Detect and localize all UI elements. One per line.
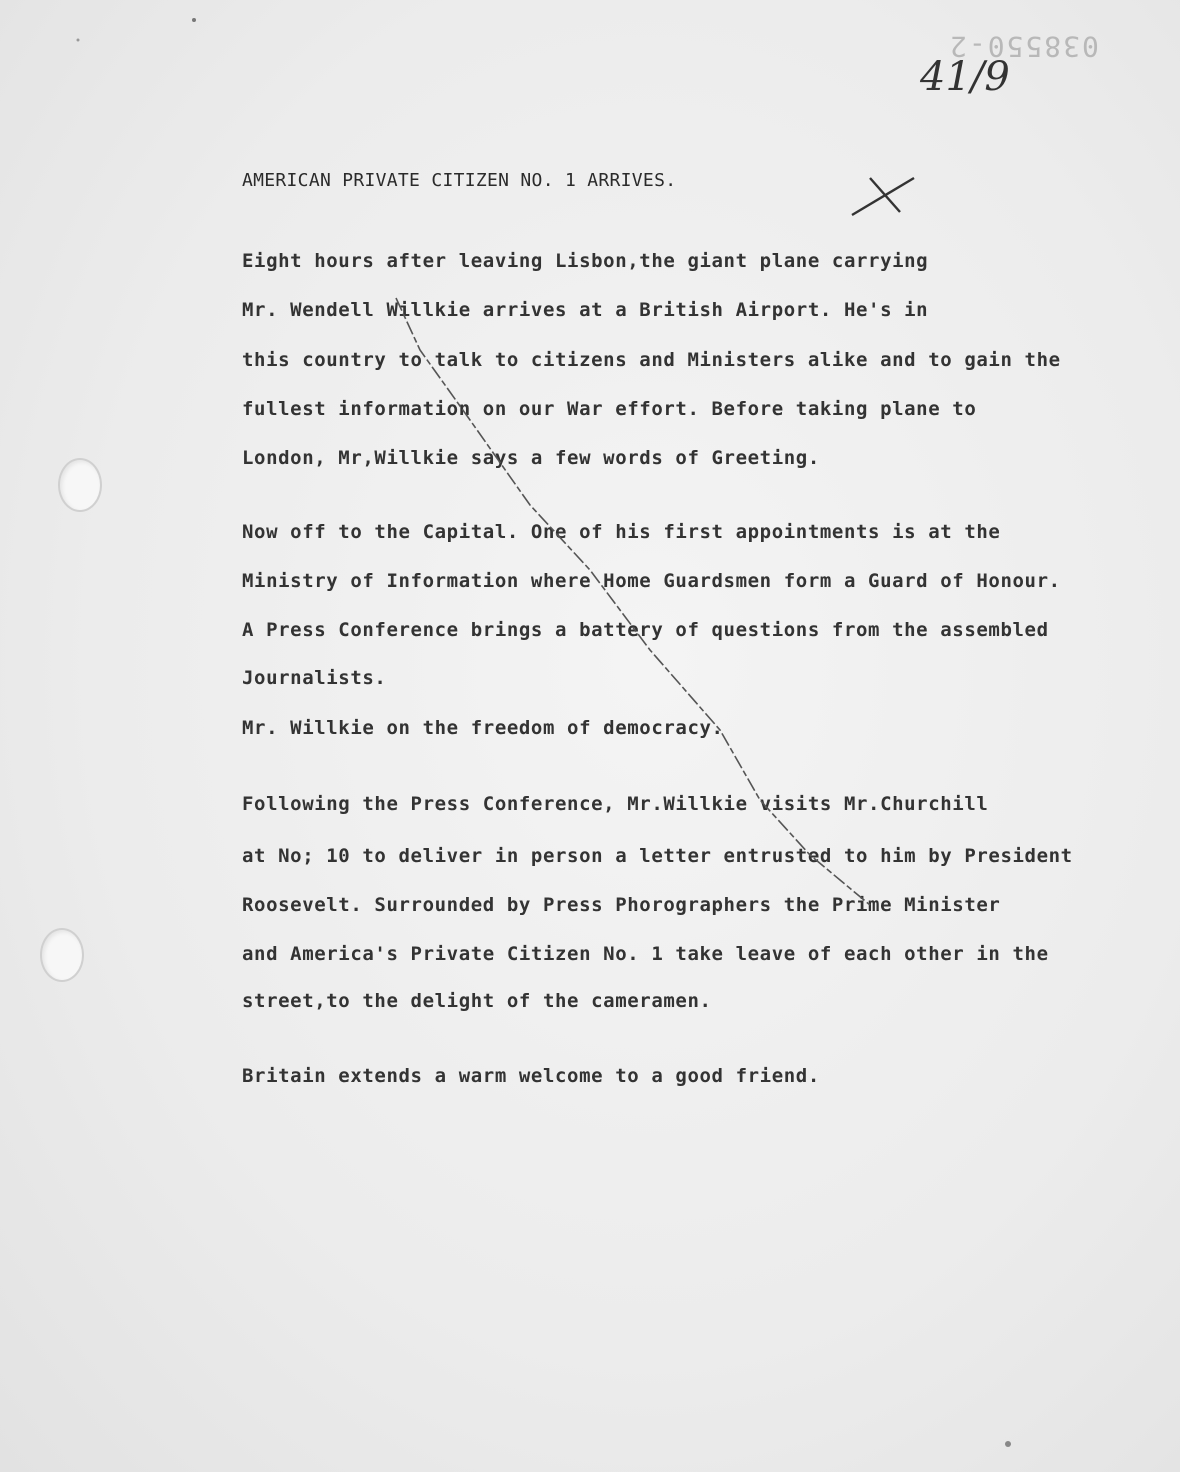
body-line: Eight hours after leaving Lisbon,the giant plane carrying <box>242 250 929 272</box>
body-line: fullest information on our War effort. Before taking plane to <box>242 398 977 420</box>
body-line: at No; 10 to deliver in person a letter entrusted to him by President <box>242 845 1073 867</box>
body-line: Journalists. <box>242 667 387 689</box>
body-line: street,to the delight of the cameramen. <box>242 990 712 1012</box>
body-line: Ministry of Information where Home Guardsmen form a Guard of Honour. <box>242 570 1061 592</box>
body-line: Britain extends a warm welcome to a good friend. <box>242 1065 820 1087</box>
document-title: AMERICAN PRIVATE CITIZEN NO. 1 ARRIVES. <box>242 170 677 191</box>
speck <box>77 39 80 42</box>
cross-mark-stroke-2 <box>870 178 900 212</box>
body-line: this country to talk to citizens and Ministers alike and to gain the <box>242 349 1061 371</box>
speck <box>192 18 196 22</box>
body-line: and America's Private Citizen No. 1 take leave of each other in the <box>242 943 1049 965</box>
body-line: Following the Press Conference, Mr.Willkie visits Mr.Churchill <box>242 793 989 815</box>
body-line: Mr. Wendell Willkie arrives at a British Airport. He's in <box>242 299 929 321</box>
body-line: A Press Conference brings a battery of questions from the assembled <box>242 619 1049 641</box>
serial-number: 038550-2 <box>948 30 1099 63</box>
body-line: Roosevelt. Surrounded by Press Phorographers the Prime Minister <box>242 894 1001 916</box>
body-line: Now off to the Capital. One of his first appointments is at the <box>242 521 1001 543</box>
body-line: London, Mr,Willkie says a few words of Greeting. <box>242 447 820 469</box>
strike-through-line <box>396 298 870 905</box>
body-line: Mr. Willkie on the freedom of democracy. <box>242 717 724 739</box>
cross-mark-stroke-1 <box>852 178 914 215</box>
folio-number: 41/9 <box>920 54 1010 100</box>
speck <box>1005 1441 1011 1447</box>
